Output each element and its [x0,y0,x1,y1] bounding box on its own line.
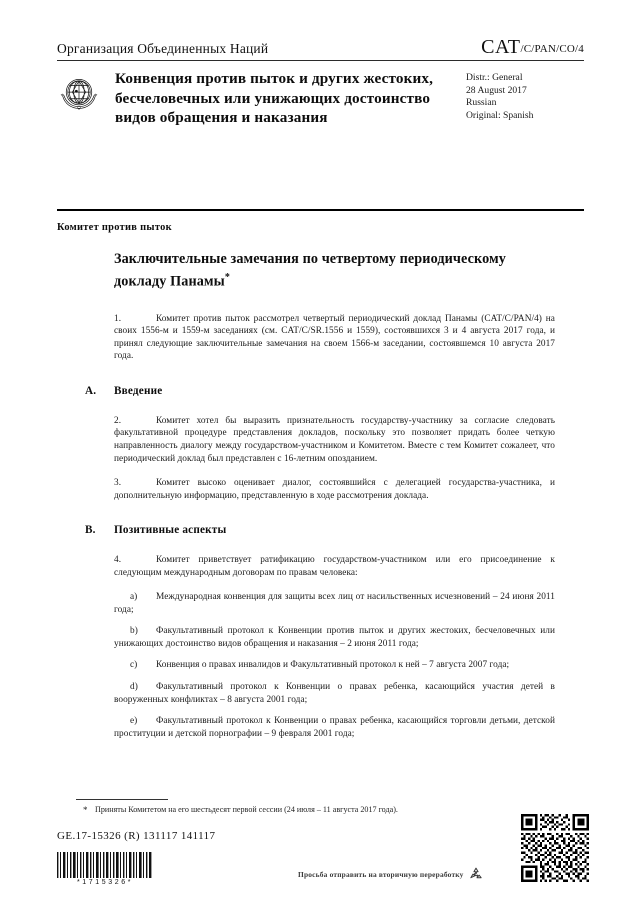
convention-title: Конвенция против пыток и других жестоких, бесчеловечных или унижающих достоинство видов обращения и наказания [115,70,434,126]
list-item-b-label: b) [130,626,138,637]
paragraph-1-text: Комитет против пыток рассмотрел четвертый периодический доклад Панамы (CAT/C/PAN/4) на своих 1556-м и 1559-м заседаниях (см. CAT/C/SR.1556 и 1559), состоявшихся 3 и 4 августа 2017 года, и принял следующие заключительные замечания на своем 1566-м заседании, состоявшемся 10 августа 2017 года. [114,313,555,362]
paragraph-3 [114,477,555,502]
distr-language: Russian [466,97,497,109]
paragraph-1-number: 1. [114,313,122,324]
list-item-a [114,591,555,616]
document-symbol [481,36,584,59]
distr-line: Distr.: General [466,72,523,83]
qr-code-image [521,814,589,882]
document-symbol-main: CAT [481,36,521,58]
paragraph-1 [114,313,555,363]
section-b-letter: B. [85,524,96,537]
paragraph-3-number: 3. [114,478,122,489]
section-a-title: Введение [114,384,163,397]
document-content [57,250,584,740]
footnote-text: Приняты Комитетом на его шестьдесят первой сессии (24 июля – 11 августа 2017 года). [95,805,398,814]
paragraph-4-number: 4. [114,555,122,566]
list-item-e [114,715,555,740]
section-divider-rule [57,209,584,211]
organization-name: Организация Объединенных Наций [57,41,269,56]
list-item-c [114,659,555,672]
recycle-notice [298,866,484,882]
ge-symbol: GE.17-15326 (R) 131117 141117 [57,830,216,842]
section-heading-b [85,524,555,536]
paragraph-4 [114,554,555,579]
masthead [57,36,584,58]
list-item-d-label: d) [130,682,138,693]
emblem-cell [57,68,115,115]
paragraph-2-text: Комитет хотел бы выразить признательность государству-участнику за согласие следовать факультативной процедуре представления докладов, поскольку это позволяет придать более четкую направленность диалогу между государством-участником и Комитетом. Вместе с тем Комитет сожалеет, что периодический доклад был представлен с 16-летним опозданием. [114,415,555,464]
paragraph-3-text: Комитет высоко оценивает диалог, состоявшийся с делегацией государства-участника, и дополнительную информацию, представленную в ходе рассмотрения доклада. [114,478,555,501]
section-b-title: Позитивные аспекты [114,524,227,537]
list-item-b [114,625,555,650]
list-item-d [114,681,555,706]
page-title-text: Заключительные замечания по четвертому периодическому докладу Панамы [114,251,506,290]
header-rule [57,60,584,61]
document-symbol-sub: /C/PAN/CO/4 [520,43,584,55]
qr-code [521,814,589,882]
paragraph-4-text: Комитет приветствует ратификацию государством-участником или его присоединение к следующим международным договорам по правам человека: [114,555,555,578]
section-a-letter: A. [85,384,97,397]
footnote-marker: * [83,805,88,815]
paragraph-2 [114,415,555,465]
barcode [57,852,153,886]
list-item-e-label: e) [130,716,138,727]
barcode-bars [57,852,153,878]
list-item-d-text: Факультативный протокол к Конвенции о правах ребенка, касающийся участия детей в вооруженных конфликтах – 8 августа 2001 года; [114,682,555,705]
committee-name: Комитет против пыток [57,222,172,233]
barcode-text: *1715326* [76,879,134,886]
distr-original: Original: Spanish [466,109,534,121]
list-item-a-label: a) [130,592,138,603]
distr-date: 28 August 2017 [466,84,527,96]
masthead-row [57,36,584,58]
list-item-b-text: Факультативный протокол к Конвенции против пыток и других жестоких, бесчеловечных или унижающих достоинство видов обращения и наказания – 2 июня 2011 года; [114,626,555,649]
list-item-c-label: c) [130,660,138,671]
page-title-asterisk: * [224,271,230,283]
un-emblem [57,71,101,115]
list-item-e-text: Факультативный протокол к Конвенции о правах ребенка, касающийся торговли детьми, детской проституции и детской порнографии – 9 февраля 2001 года; [114,716,555,739]
footnote-rule [76,799,168,800]
title-block [57,68,584,128]
recycle-icon [468,866,484,882]
footnote [83,804,495,815]
paragraph-2-number: 2. [114,415,122,426]
page-title [114,250,514,291]
list-item-a-text: Международная конвенция для защиты всех лиц от насильственных исчезновений – 24 июня 2011 года; [114,592,555,615]
list-item-c-text: Конвенция о правах инвалидов и Факультативный протокол к ней – 7 августа 2007 года; [156,660,510,671]
distribution-info [466,68,584,122]
section-heading-a [85,385,555,397]
recycle-text: Просьба отправить на вторичную переработку [298,869,464,879]
